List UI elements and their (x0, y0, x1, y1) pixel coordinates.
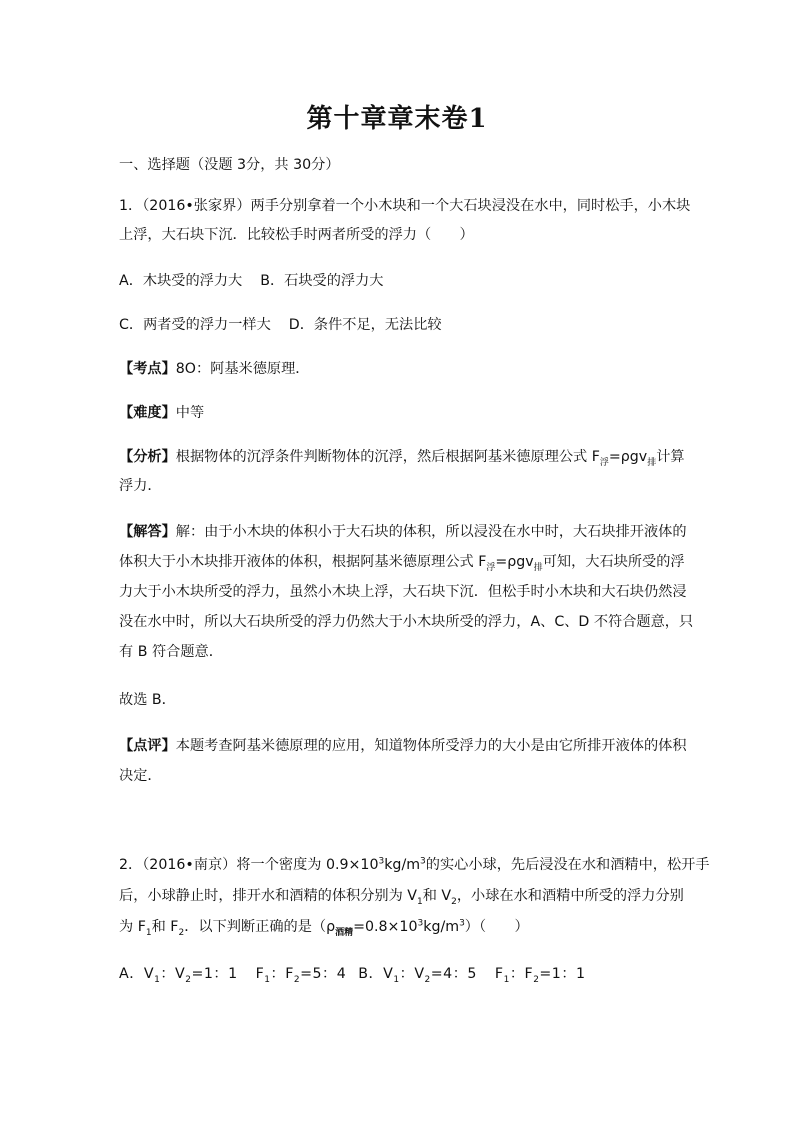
q2-stem-line2 (119, 886, 689, 906)
q1-option-a: A．木块受的浮力大 (119, 273, 243, 289)
q1-jieda-line1 (119, 522, 689, 542)
fenxi-formula: =ρgv (608, 449, 648, 465)
q2-opt-b-m: ：V (399, 966, 425, 982)
q1-nandu (119, 403, 689, 423)
jieda-text-1: 解：由于小木块的体积小于大石块的体积，所以浸没在水中时，大石块排开液体的 (175, 524, 687, 540)
page-title: 第十章章末卷1 (306, 104, 488, 134)
fenxi-sub1: 浮 (599, 457, 609, 468)
q2-sub-f1: 1 (145, 927, 152, 938)
q2-opt-b-f: F (494, 966, 504, 982)
q1-options-cd (119, 315, 689, 335)
q2-text-2b: 和 V (422, 888, 452, 904)
q1-jieda-line5: 有 B 符合题意． (119, 644, 223, 660)
q2-opt-b-m2: ：F (509, 966, 534, 982)
fenxi-sub2: 排 (647, 457, 657, 468)
q1-options-ab (119, 271, 689, 291)
q2-opt-a-m2: ：F (270, 966, 294, 982)
q1-option-b: B．石块受的浮力大 (260, 273, 384, 289)
q1-jieda-line2 (119, 552, 689, 572)
jieda-formula: =ρgv (495, 554, 534, 570)
q1-answer: 故选 B． (119, 692, 176, 708)
q1-dianping-line1 (119, 736, 689, 756)
jieda-tag: 【解答】 (119, 524, 176, 540)
q2-sup2: 3 (420, 856, 426, 867)
q2-text-3d: =0.8×10 (353, 919, 418, 935)
q2-opt-b-s1: 1 (393, 974, 400, 985)
kaodian-text: 8O：阿基米德原理． (175, 361, 310, 377)
q1-jieda-line3: 力大于小木块所受的浮力，虽然小木块上浮，大石块下沉．但松手时小木块和大石块仍然浸 (119, 584, 687, 600)
q2-text-2a: 后，小球静止时，排开水和酒精的体积分别为 V (119, 888, 417, 904)
q2-sup1: 3 (378, 856, 385, 867)
q1-dianping-line2: 决定． (119, 768, 162, 784)
nandu-text: 中等 (175, 405, 205, 421)
fenxi-tag: 【分析】 (119, 449, 176, 465)
q1-kaodian (119, 359, 689, 379)
q2-opt-b-s2: 2 (424, 974, 431, 985)
q2-sub-v1: 1 (416, 896, 423, 907)
q2-opt-a-s2: 2 (185, 974, 192, 985)
q2-text-3a: 为 F (119, 919, 146, 935)
jieda-text-2b: 可知，大石块所受的浮 (542, 554, 685, 570)
kaodian-tag: 【考点】 (119, 361, 176, 377)
dianping-text-1: 本题考查阿基米德原理的应用，知道物体所受浮力的大小是由它所排开液体的体积 (175, 738, 687, 754)
q2-text-3c: ．以下判断正确的是（ρ (184, 919, 336, 935)
q2-stem-line1 (119, 855, 710, 875)
q2-text-3f: ）（ ） (464, 919, 529, 935)
q2-opt-a-s1: 1 (154, 974, 161, 985)
q2-opt-b-v: =4：5 (430, 966, 477, 982)
fenxi-text-a: 根据物体的沉浮条件判断物体的沉浮，然后根据阿基米德原理公式 F (175, 449, 600, 465)
q1-fenxi-line1 (119, 447, 689, 467)
q2-opt-a-v2: =5：4 (300, 966, 347, 982)
q2-opt-b-v2: =1：1 (539, 966, 586, 982)
q2-stem-line3 (119, 917, 689, 937)
q2-opt-b-label: B．V (358, 966, 394, 982)
q2-sub-alcohol: 酒精 (335, 927, 354, 938)
q2-opt-a-f: F (255, 966, 265, 982)
jieda-text-2a: 体积大于小木块排开液体的体积，根据阿基米德原理公式 F (119, 554, 487, 570)
q2-sup4: 3 (459, 918, 465, 929)
q1-option-d: D．条件不足，无法比较 (288, 317, 442, 333)
jieda-sub1: 浮 (486, 562, 496, 573)
q2-option-b (358, 966, 586, 985)
q2-sub-v2: 2 (451, 896, 457, 907)
q2-opt-b-s3: 1 (503, 974, 510, 985)
fenxi-text-b: 计算 (656, 449, 685, 465)
q2-opt-a-s4: 2 (293, 974, 301, 985)
q1-fenxi-line2: 浮力． (119, 478, 162, 494)
dianping-tag: 【点评】 (119, 738, 176, 754)
q2-opt-b-s4: 2 (533, 974, 540, 985)
nandu-tag: 【难度】 (119, 405, 176, 421)
q2-text-3e: kg/m (423, 919, 460, 935)
q2-text-1a: 2．（2016•南京）将一个密度为 0.9×10 (119, 857, 379, 873)
q1-stem-line2: 上浮，大石块下沉．比较松手时两者所受的浮力（ ） (119, 227, 474, 243)
q2-opt-a-m: ：V (160, 966, 186, 982)
q2-text-1b: kg/m (384, 857, 421, 873)
q1-stem-line1: 1．（2016•张家界）两手分别拿着一个小木块和一个大石块浸没在水中，同时松手，小木块 (119, 198, 691, 214)
q2-opt-a-s3: 1 (264, 974, 271, 985)
section-heading: 一、选择题（没题 3分，共 30分） (119, 157, 340, 173)
q2-options-ab (119, 964, 689, 984)
jieda-sub2: 排 (533, 562, 543, 573)
q1-option-c: C．两者受的浮力一样大 (119, 317, 271, 333)
q1-jieda-line4: 没在水中时，所以大石块所受的浮力仍然大于小木块所受的浮力，A、C、D 不符合题意，只 (119, 614, 694, 630)
q2-text-1c: 的实心小球，先后浸没在水和酒精中，松开手 (425, 857, 710, 873)
q2-opt-a-v: =1：1 (191, 966, 238, 982)
q2-opt-a-label: A．V (119, 966, 155, 982)
q2-text-3b: 和 F (151, 919, 179, 935)
q2-sup3: 3 (417, 918, 424, 929)
q2-text-2c: ，小球在水和酒精中所受的浮力分别 (456, 888, 684, 904)
q2-sub-f2: 2 (178, 927, 185, 938)
q2-option-a (119, 966, 347, 985)
